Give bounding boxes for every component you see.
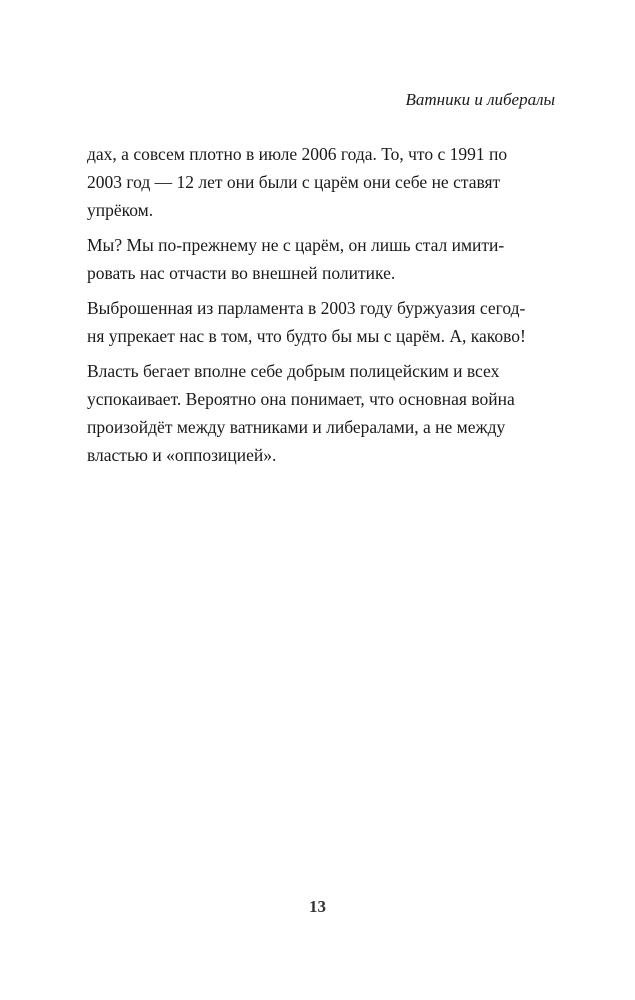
text-line: Мы? Мы по-прежнему не с царём, он лишь стал имити- bbox=[87, 235, 505, 255]
body-text bbox=[87, 140, 556, 469]
paragraph-1 bbox=[87, 140, 556, 224]
running-head: Ватники и либералы bbox=[405, 90, 555, 109]
text-line: ровать нас отчасти во внешней политике. bbox=[87, 263, 396, 283]
page-number: 13 bbox=[309, 897, 326, 916]
paragraph-4 bbox=[87, 357, 556, 469]
paragraph-2 bbox=[87, 231, 556, 287]
text-line: Власть бегает вполне себе добрым полицейским и всех bbox=[87, 361, 500, 381]
text-line: властью и «оппозицией». bbox=[87, 445, 277, 465]
paragraph-3 bbox=[87, 294, 556, 350]
text-line: 2003 год — 12 лет они были с царём они себе не ставят bbox=[87, 172, 501, 192]
text-line: Выброшенная из парламента в 2003 году буржуазия сегод- bbox=[87, 298, 526, 318]
text-line: упрёком. bbox=[87, 200, 154, 220]
text-line: произойдёт между ватниками и либералами, а не между bbox=[87, 417, 506, 437]
text-line: дах, а совсем плотно в июле 2006 года. То, что с 1991 по bbox=[87, 144, 508, 164]
text-line: ня упрекает нас в том, что будто бы мы с царём. А, каково! bbox=[87, 326, 526, 346]
text-line: успокаивает. Вероятно она понимает, что основная война bbox=[87, 389, 515, 409]
